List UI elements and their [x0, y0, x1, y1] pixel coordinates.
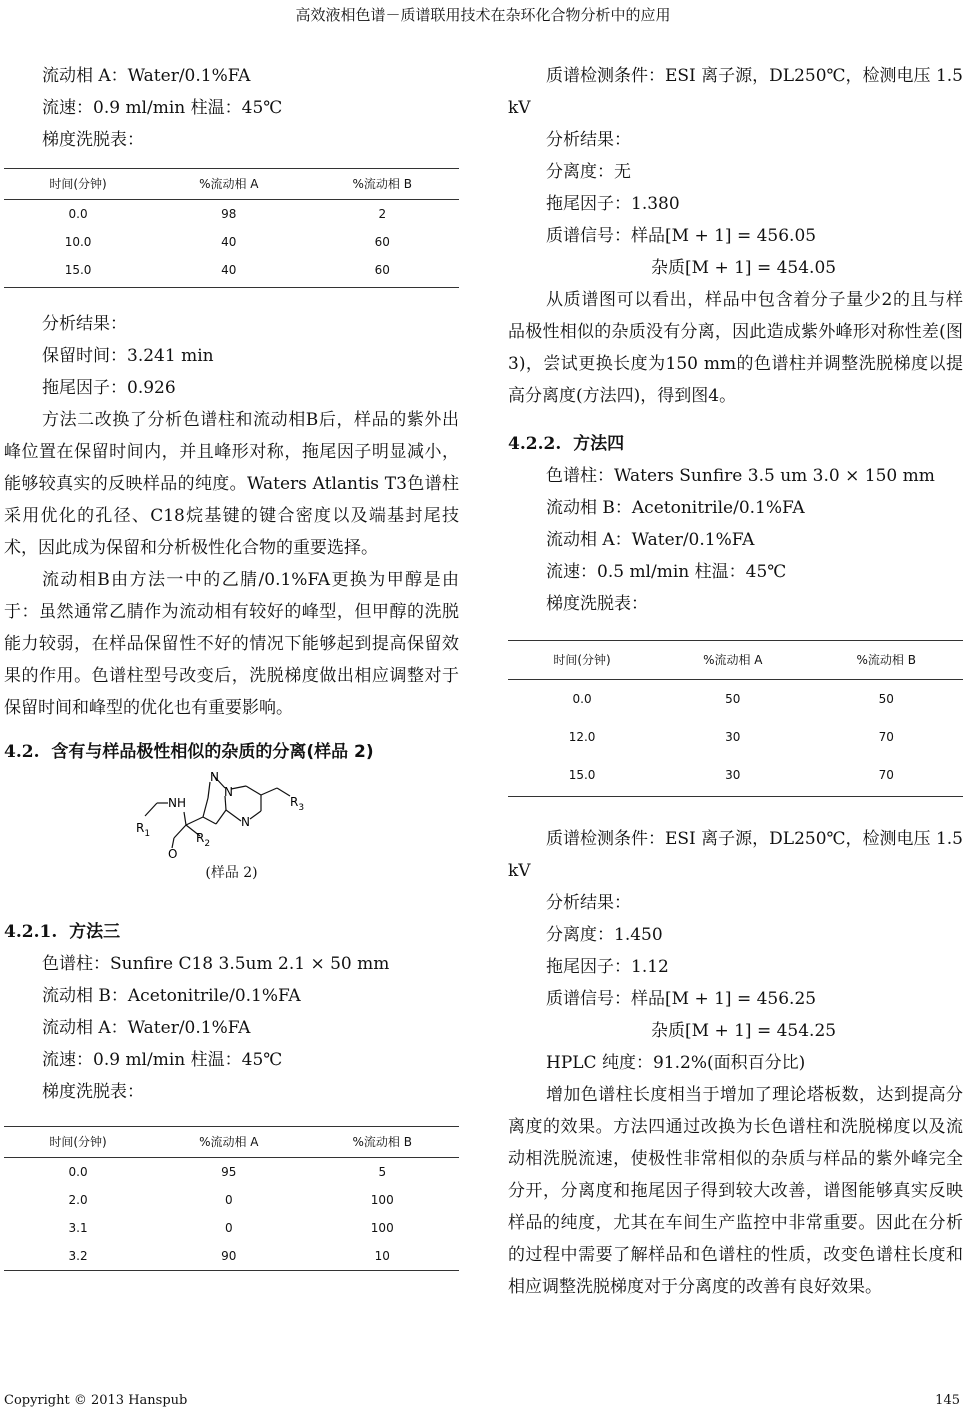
tailing-factor: 拖尾因子：1.380	[546, 194, 680, 214]
table-cell: 95	[221, 1165, 237, 1179]
table-cell: 0.0	[572, 692, 592, 706]
table-cell: 100	[370, 1193, 394, 1207]
table-header: 时间(分钟)	[508, 641, 656, 680]
paragraph: 方法二改换了分析色谱柱和流动相B后，样品的紫外出峰位置在保留时间内，并且峰形对称，拖尾因子明显减小，能够较真实的反映样品的纯度。Waters Atlantis T3色谱柱采用优化的孔径、C18烷基键的键合密度以及端基封尾技术，因此成为保留和分析极性化合物的重要选择。	[4, 410, 459, 558]
table-cell: 90	[152, 1242, 305, 1271]
table-cell: 15.0	[508, 756, 656, 797]
section-number: 4.2.2.	[508, 434, 562, 454]
gradient-label: 梯度洗脱表：	[546, 594, 648, 614]
results-label: 分析结果：	[546, 893, 631, 913]
table-row	[4, 1242, 459, 1271]
table-cell: 2.0	[68, 1193, 88, 1207]
table-header: %流动相 A	[656, 641, 809, 680]
section-number: 4.2.	[4, 742, 40, 762]
table-cell: 0.0	[68, 207, 88, 221]
retention-time: 保留时间：3.241 min	[42, 346, 214, 366]
subsection-heading	[508, 428, 963, 460]
table-cell: 70	[810, 756, 963, 797]
table-header: %流动相 A	[152, 1127, 305, 1158]
right-column	[508, 60, 963, 1303]
structure-caption: (样品 2)	[205, 865, 258, 881]
table-row	[4, 1158, 459, 1187]
table-header: %流动相 B	[810, 641, 963, 680]
table-cell: 98	[221, 207, 237, 221]
mobile-phase-a: 流动相 A：Water/0.1%FA	[42, 66, 251, 86]
paragraph: 流动相B由方法一中的乙腈/0.1%FA更换为甲醇是由于：虽然通常乙腈作为流动相有较好的峰型，但甲醇的洗脱能力较弱，在样品保留性不好的情况下能够起到提高保留效果的作用。色谱柱型号改变后，洗脱梯度做出相应调整对于保留时间和峰型的优化也有重要影响。	[4, 570, 459, 718]
column-spec: 色谱柱：Sunfire C18 3.5um 2.1 × 50 mm	[42, 954, 390, 974]
structure-atom-nh: NH	[167, 796, 186, 810]
table-cell: 50	[878, 692, 894, 706]
table-cell: 3.1	[68, 1221, 88, 1235]
ms-signal-impurity: 杂质[M + 1] = 454.25	[651, 1021, 837, 1041]
tailing-factor: 拖尾因子：0.926	[42, 378, 176, 398]
table-cell: 60	[374, 235, 390, 249]
table-cell: 100	[370, 1221, 394, 1235]
mobile-phase-b: 流动相 B：Acetonitrile/0.1%FA	[42, 986, 301, 1006]
paragraph: 从质谱图可以看出，样品中包含着分子量少2的且与样品极性相似的杂质没有分离，因此造成紫外峰形对称性差(图3)，尝试更换长度为150 mm的色谱柱并调整洗脱梯度以提高分离度(方法四)，得到图4。	[508, 290, 963, 406]
ms-signal-impurity: 杂质[M + 1] = 454.05	[651, 258, 837, 278]
table-cell: 60	[306, 256, 459, 288]
table-cell: 70	[878, 730, 894, 744]
flow-rate: 流速：0.9 ml/min 柱温：45℃	[42, 98, 283, 118]
table-header: 时间(分钟)	[4, 1127, 152, 1158]
page-number: 145	[935, 1393, 960, 1408]
table-row	[4, 228, 459, 256]
gradient-label: 梯度洗脱表：	[42, 130, 144, 150]
resolution: 分离度：无	[546, 162, 631, 182]
resolution: 分离度：1.450	[546, 925, 663, 945]
structure-atom-n: N	[240, 815, 250, 829]
table-row	[508, 718, 963, 756]
table-cell: 15.0	[4, 256, 152, 288]
table-cell: 40	[152, 256, 305, 288]
ms-conditions: 质谱检测条件：ESI 离子源，DL250℃，检测电压 1.5 kV	[508, 66, 963, 118]
table-header-row	[4, 169, 459, 200]
structure-r1: $R_1$	[135, 821, 150, 839]
gradient-table-1	[4, 168, 459, 288]
copyright: Copyright © 2013 Hanspub	[4, 1393, 188, 1408]
flow-rate: 流速：0.9 ml/min 柱温：45℃	[42, 1050, 283, 1070]
table-header-row	[4, 1127, 459, 1158]
section-title: 含有与样品极性相似的杂质的分离(样品 2)	[51, 742, 374, 762]
structure-r3: $R_3$	[289, 795, 304, 813]
mobile-phase-a: 流动相 A：Water/0.1%FA	[546, 530, 755, 550]
structure-r2: $R_2$	[195, 831, 210, 849]
gradient-table-2	[4, 1126, 459, 1271]
running-header: 高效液相色谱－质谱联用技术在杂环化合物分析中的应用	[295, 6, 671, 24]
section-heading	[4, 736, 459, 768]
column-spec: 色谱柱：Waters Sunfire 3.5 um 3.0 × 150 mm	[546, 466, 935, 486]
table-row	[4, 1214, 459, 1242]
hplc-purity: HPLC 纯度：91.2%(面积百分比)	[546, 1053, 806, 1073]
left-column	[4, 60, 459, 1271]
section-number: 4.2.1.	[4, 922, 58, 942]
structure-atom-n: N	[223, 785, 233, 799]
ms-signal-sample: 质谱信号：样品[M + 1] = 456.05	[546, 226, 817, 246]
structure-atom-o: O	[167, 847, 177, 861]
table-row	[4, 200, 459, 229]
table-cell: 2	[378, 207, 387, 221]
table-header: 时间(分钟)	[4, 169, 152, 200]
table-cell: 0.0	[68, 1165, 88, 1179]
table-cell: 10.0	[64, 235, 92, 249]
gradient-table-3	[508, 640, 963, 797]
tailing-factor: 拖尾因子：1.12	[546, 957, 669, 977]
section-title: 方法三	[69, 922, 121, 942]
table-cell: 0	[224, 1221, 233, 1235]
mobile-phase-b: 流动相 B：Acetonitrile/0.1%FA	[546, 498, 805, 518]
structure-atom-n: N	[209, 770, 219, 784]
subsection-heading	[4, 916, 459, 948]
table-row	[4, 256, 459, 288]
section-title: 方法四	[573, 434, 625, 454]
table-cell: 5	[378, 1165, 387, 1179]
table-row	[4, 1186, 459, 1214]
paragraph: 增加色谱柱长度相当于增加了理论塔板数，达到提高分离度的效果。方法四通过改换为长色谱柱和洗脱梯度以及流动相洗脱流速，使极性非常相似的杂质与样品的紫外峰完全分开，分离度和拖尾因子得到较大改善，谱图能够真实反映样品的纯度，尤其在车间生产监控中非常重要。因此在分析的过程中需要了解样品和色谱柱的性质，改变色谱柱长度和相应调整洗脱梯度对于分离度的改善有良好效果。	[508, 1085, 963, 1297]
table-cell: 30	[656, 756, 809, 797]
table-row	[508, 680, 963, 719]
ms-signal-sample: 质谱信号：样品[M + 1] = 456.25	[546, 989, 817, 1009]
table-cell: 12.0	[568, 730, 596, 744]
mobile-phase-a: 流动相 A：Water/0.1%FA	[42, 1018, 251, 1038]
table-header: %流动相 B	[306, 1127, 459, 1158]
gradient-label: 梯度洗脱表：	[42, 1082, 144, 1102]
table-header: %流动相 A	[152, 169, 305, 200]
ms-conditions: 质谱检测条件：ESI 离子源，DL250℃，检测电压 1.5 kV	[508, 829, 963, 881]
chemical-structure	[132, 768, 332, 864]
table-cell: 40	[221, 235, 237, 249]
table-header: %流动相 B	[306, 169, 459, 200]
table-row	[508, 756, 963, 797]
results-label: 分析结果：	[42, 314, 127, 334]
flow-rate: 流速：0.5 ml/min 柱温：45℃	[546, 562, 787, 582]
table-cell: 3.2	[4, 1242, 152, 1271]
results-label: 分析结果：	[546, 130, 631, 150]
table-header-row	[508, 641, 963, 680]
table-cell: 50	[725, 692, 741, 706]
table-cell: 0	[224, 1193, 233, 1207]
table-cell: 30	[725, 730, 741, 744]
table-cell: 10	[306, 1242, 459, 1271]
